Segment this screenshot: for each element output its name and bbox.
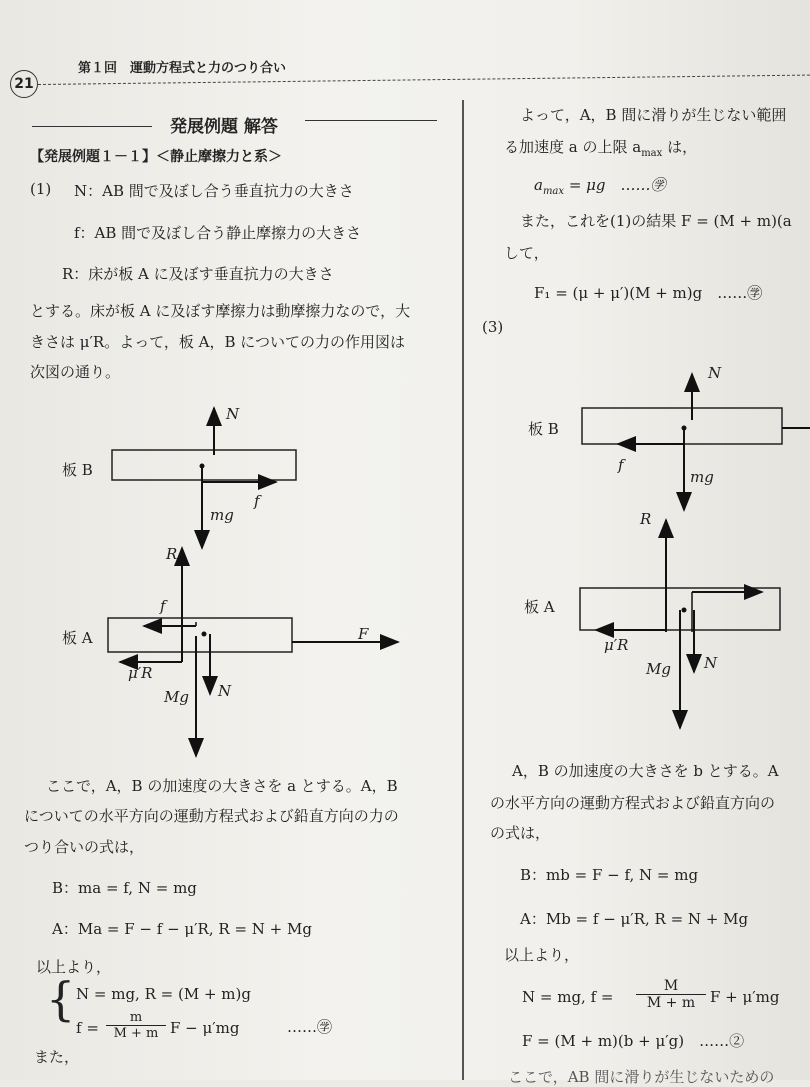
right-para-line2: の水平方向の運動方程式および鉛直方向の	[490, 794, 776, 812]
result1-post: F + μ′mg	[710, 988, 780, 1006]
system-brace: {	[46, 972, 76, 1026]
eq-A-left: A：Ma = F − f − μ′R, R = N + Mg	[52, 920, 312, 938]
plate-A-rect	[108, 618, 292, 652]
force-diagram-1	[0, 390, 460, 770]
d2-label-B: 板 B	[528, 420, 559, 438]
d2-f: f	[618, 456, 624, 474]
para1-line3: 次図の通り。	[30, 363, 121, 381]
also-left: また，	[34, 1048, 80, 1066]
d1-f-B: f	[254, 492, 260, 510]
amax-equation: $a_{max} = \mu g$ ……㊫	[534, 176, 666, 197]
answer-mark-left: ……㊫	[287, 1018, 333, 1036]
right-para-line3: の式は，	[490, 824, 551, 842]
d1-f-A: f	[160, 597, 166, 615]
d1-N-top: N	[226, 405, 240, 423]
d1-mg: mg	[210, 506, 234, 524]
para2-line3: つり合いの式は，	[24, 838, 145, 856]
right-line3: また，これを(1)の結果 F = (M + m)(a	[520, 212, 792, 230]
right-line1: よって，A，B 間に滑りが生じない範囲	[520, 106, 787, 124]
d1-muR: μ′R	[128, 664, 153, 682]
para2-line2: についての水平方向の運動方程式および鉛直方向の力の	[24, 807, 399, 825]
r-frac-denominator: M + m	[636, 994, 706, 1011]
result1-pre: N = mg, f =	[522, 988, 614, 1006]
d2-label-A: 板 A	[524, 598, 555, 616]
system-eq2-frac	[106, 1010, 166, 1041]
eq-A-right: A：Mb = f − μ′R, R = N + Mg	[520, 910, 749, 928]
frac-denominator: M + m	[106, 1025, 166, 1041]
force-diagram-2	[462, 360, 810, 740]
problem-label: 【発展例題１－１】＜静止摩擦力と系＞	[30, 149, 282, 165]
d2-plate-B-rect	[582, 408, 782, 444]
d2-muR: μ′R	[604, 636, 629, 654]
d1-R: R	[166, 545, 178, 563]
d2-Mg: Mg	[646, 660, 671, 678]
def-R: R：床が板 A に及ぼす垂直抗力の大きさ	[62, 265, 334, 283]
d1-N-bottom: N	[218, 682, 232, 700]
frac-numerator: m	[129, 1010, 143, 1025]
therefore-left: 以上より，	[36, 958, 112, 976]
therefore-right: 以上より，	[504, 946, 580, 964]
d1-F: F	[358, 625, 369, 643]
d2-N-top: N	[708, 364, 722, 382]
result1-frac	[636, 978, 706, 1011]
system-eq2-post: F − μ′mg	[170, 1019, 240, 1037]
right-line4: して，	[504, 244, 549, 262]
bottom-cut-line: ここで，AB 間に滑りが生じないための	[508, 1068, 775, 1086]
def-N: N：AB 間で及ぼし合う垂直抗力の大きさ	[74, 182, 354, 200]
d2-R: R	[640, 510, 652, 528]
r-frac-numerator: M	[663, 978, 679, 994]
eq-B-left: B：ma = f, N = mg	[52, 879, 197, 897]
d1-label-B: 板 B	[62, 461, 93, 479]
part3-label: (3)	[482, 318, 504, 336]
system-eq2-pre: f =	[76, 1019, 99, 1037]
d1-label-A: 板 A	[62, 629, 93, 647]
eq-B-right: B：mb = F − f, N = mg	[520, 866, 699, 884]
d2-N-bottom: N	[704, 654, 718, 672]
chapter-title: 第１回 運動方程式と力のつり合い	[78, 61, 287, 76]
F1-equation: F₁ = (μ + μ′)(M + m)g ……㊫	[534, 284, 763, 302]
page-number: 21	[10, 70, 38, 98]
part1-label: (1)	[30, 180, 52, 198]
d2-mg: mg	[690, 468, 714, 486]
d1-Mg: Mg	[164, 688, 189, 706]
right-para-line1: A，B の加速度の大きさを b とする。A	[512, 762, 779, 780]
title-rule-right	[305, 120, 437, 121]
para2-line1: ここで，A，B の加速度の大きさを a とする。A，B	[46, 777, 398, 795]
para1-line2: きさは μ′R。よって，板 A，B についての力の作用図は	[30, 333, 406, 351]
result2: F = (M + m)(b + μ′g) ……②	[522, 1032, 745, 1050]
header-rule	[38, 75, 810, 85]
system-eq1: N = mg, R = (M + m)g	[76, 985, 251, 1003]
para1-line1: とする。床が板 A に及ぼす摩擦力は動摩擦力なので，大	[30, 302, 411, 320]
def-f: f：AB 間で及ぼし合う静止摩擦力の大きさ	[74, 224, 362, 242]
section-title: 発展例題 解答	[170, 117, 278, 137]
right-line2: る加速度 a の上限 $a_{max}$ は，	[504, 138, 698, 159]
title-rule-left	[32, 126, 152, 127]
